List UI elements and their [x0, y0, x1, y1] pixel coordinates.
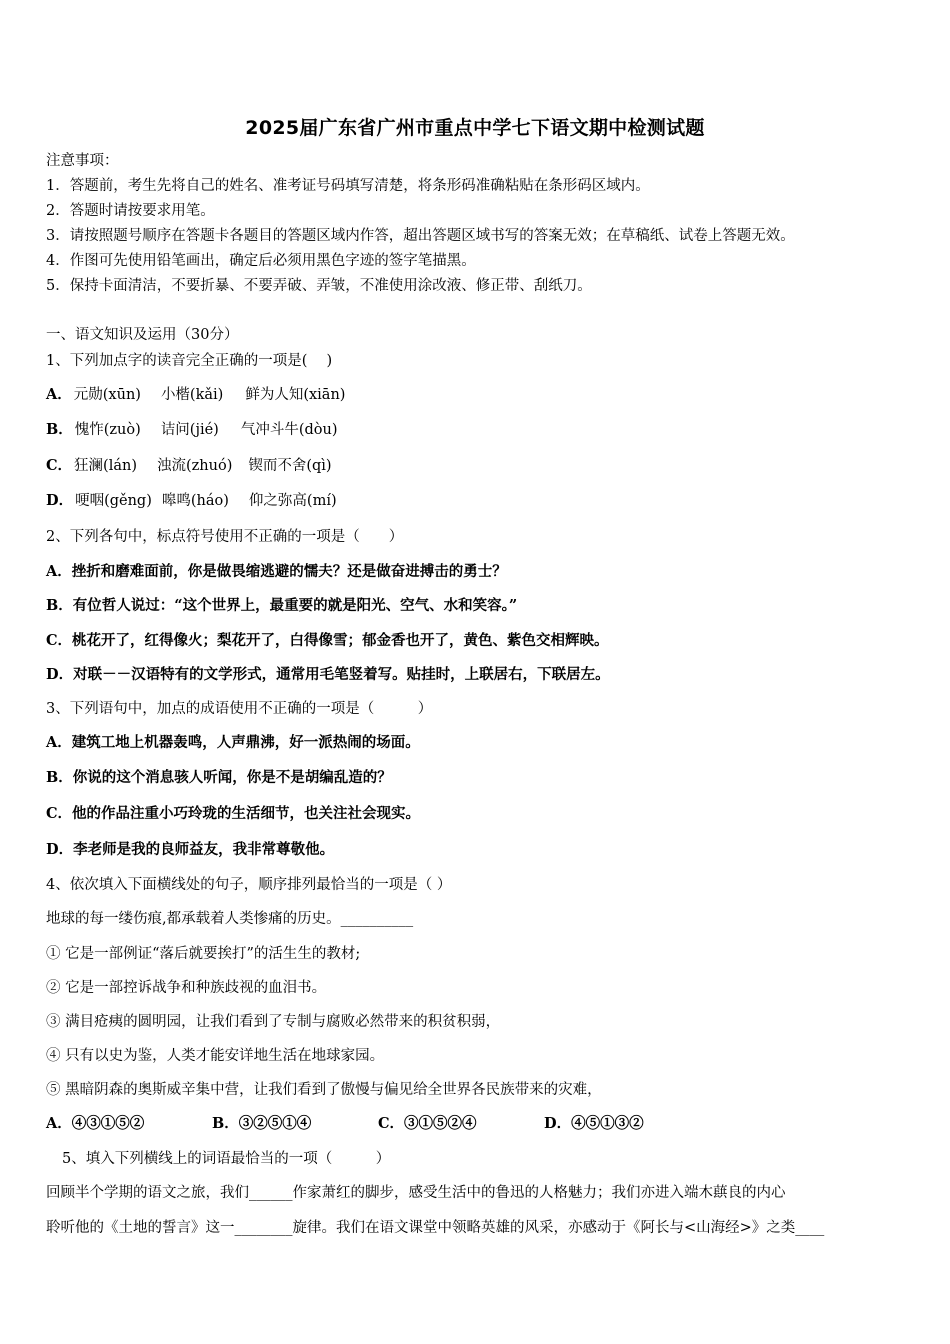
q1-d-letter: D． — [46, 492, 74, 509]
q4-sentence-5: ⑤ 黑暗阴森的奥斯威辛集中营，让我们看到了傲慢与偏见给全世界各民族带来的灾难， — [46, 1082, 602, 1098]
q4-sentence-4: ④ 只有以史为鉴，人类才能安详地生活在地球家园。 — [46, 1048, 385, 1064]
q3-option-b: B．你说的这个消息骇人听闻，你是不是胡编乱造的？ — [46, 769, 392, 786]
q1-a-letter: A． — [46, 386, 72, 403]
q2-option-d: D．对联－－汉语特有的文学形式，通常用毛笔竖着写。贴挂时，上联居右，下联居左。 — [46, 666, 610, 683]
q1-d-word-2: 嗥鸣(háo) — [161, 493, 229, 509]
q1-b-letter: B． — [46, 421, 73, 438]
notice-item-4: 4．作图可先使用铅笔画出，确定后必须用黑色字迹的签字笔描黑。 — [46, 253, 476, 269]
q1-c-word-3: 锲而不舍(qì) — [248, 458, 332, 474]
q5-stem: 5、填入下列横线上的词语最恰当的一项（ ） — [62, 1151, 391, 1167]
q1-option-a — [46, 386, 345, 404]
q2-option-a: A．挫折和磨难面前，你是做畏缩逃避的懦夫？还是做奋进搏击的勇士？ — [46, 563, 507, 580]
notice-item-2: 2．答题时请按要求用笔。 — [46, 203, 215, 219]
q4-option-a: A．④③①⑤② — [46, 1115, 145, 1132]
q1-d-word-1: 哽咽(gěng) — [75, 493, 152, 509]
q1-c-word-1: 狂澜(lán) — [74, 458, 137, 474]
q1-stem: 1、下列加点字的读音完全正确的一项是( ) — [46, 353, 333, 369]
q4-sentence-1: ① 它是一部例证“落后就要挨打”的活生生的教材; — [46, 946, 361, 962]
q4-option-d: D．④⑤①③② — [544, 1115, 644, 1132]
q1-c-letter: C． — [46, 457, 73, 474]
q1-b-word-2: 诘问(jié) — [160, 422, 219, 438]
q1-a-word-3: 鲜为人知(xiān) — [245, 387, 346, 403]
q5-passage-line-2: 聆听他的《土地的誓言》这一________旋律。我们在语文课堂中领略英雄的风采，亦感动于《阿长与<山海经>》之类____ — [46, 1220, 825, 1236]
q2-option-c: C．桃花开了，红得像火；梨花开了，白得像雪；郁金香也开了，黄色、紫色交相辉映。 — [46, 632, 609, 649]
q2-stem: 2、下列各句中，标点符号使用不正确的一项是（ ） — [46, 529, 404, 545]
q3-option-c: C．他的作品注重小巧玲珑的生活细节，也关注社会现实。 — [46, 805, 421, 822]
q1-c-word-2: 浊流(zhuó) — [156, 458, 233, 474]
section-1-heading: 一、语文知识及运用（30分） — [46, 327, 239, 343]
notice-heading: 注意事项： — [46, 153, 119, 169]
q1-b-word-1: 愧怍(zuò) — [74, 422, 141, 438]
q4-lead: 地球的每一缕伤痕,都承载着人类惨痛的历史。__________ — [46, 911, 414, 927]
q3-option-a: A．建筑工地上机器轰鸣，人声鼎沸，好一派热闹的场面。 — [46, 734, 420, 751]
notice-item-5: 5．保持卡面清洁，不要折暴、不要弄破、弄皱，不准使用涂改液、修正带、刮纸刀。 — [46, 278, 592, 294]
q1-a-word-1: 元勋(xūn) — [73, 387, 141, 403]
q4-option-c: C．③①⑤②④ — [378, 1115, 477, 1132]
notice-item-3: 3．请按照题号顺序在答题卡各题目的答题区域内作答，超出答题区域书写的答案无效；在草稿纸、试卷上答题无效。 — [46, 228, 795, 244]
q1-d-word-3: 仰之弥高(mí) — [248, 493, 337, 509]
q3-option-d: D．李老师是我的良师益友，我非常尊敬他。 — [46, 841, 335, 858]
document-title: 2025届广东省广州市重点中学七下语文期中检测试题 — [245, 117, 705, 139]
q1-option-d — [46, 492, 337, 510]
q4-sentence-3: ③ 满目疮痍的圆明园，让我们看到了专制与腐败必然带来的积贫积弱， — [46, 1014, 501, 1030]
q1-b-word-3: 气冲斗牛(dòu) — [240, 422, 338, 438]
q4-sentence-2: ② 它是一部控诉战争和种族歧视的血泪书。 — [46, 980, 327, 996]
q1-a-word-2: 小楷(kǎi) — [160, 387, 224, 403]
q2-option-b: B．有位哲人说过：“这个世界上，最重要的就是阳光、空气、水和笑容。” — [46, 597, 518, 614]
q3-stem: 3、下列语句中，加点的成语使用不正确的一项是（ ） — [46, 701, 433, 717]
q1-option-b — [46, 421, 338, 439]
q1-option-c — [46, 457, 332, 475]
notice-item-1: 1．答题前，考生先将自己的姓名、准考证号码填写清楚，将条形码准确粘贴在条形码区域内。 — [46, 178, 650, 194]
q4-option-b: B．③②⑤①④ — [212, 1115, 312, 1132]
q4-stem: 4、依次填入下面横线处的句子，顺序排列最恰当的一项是（ ） — [46, 877, 452, 893]
q5-passage-line-1: 回顾半个学期的语文之旅，我们______作家萧红的脚步，感受生活中的鲁迅的人格魅力；我们亦进入端木蕻良的内心 — [46, 1185, 786, 1201]
